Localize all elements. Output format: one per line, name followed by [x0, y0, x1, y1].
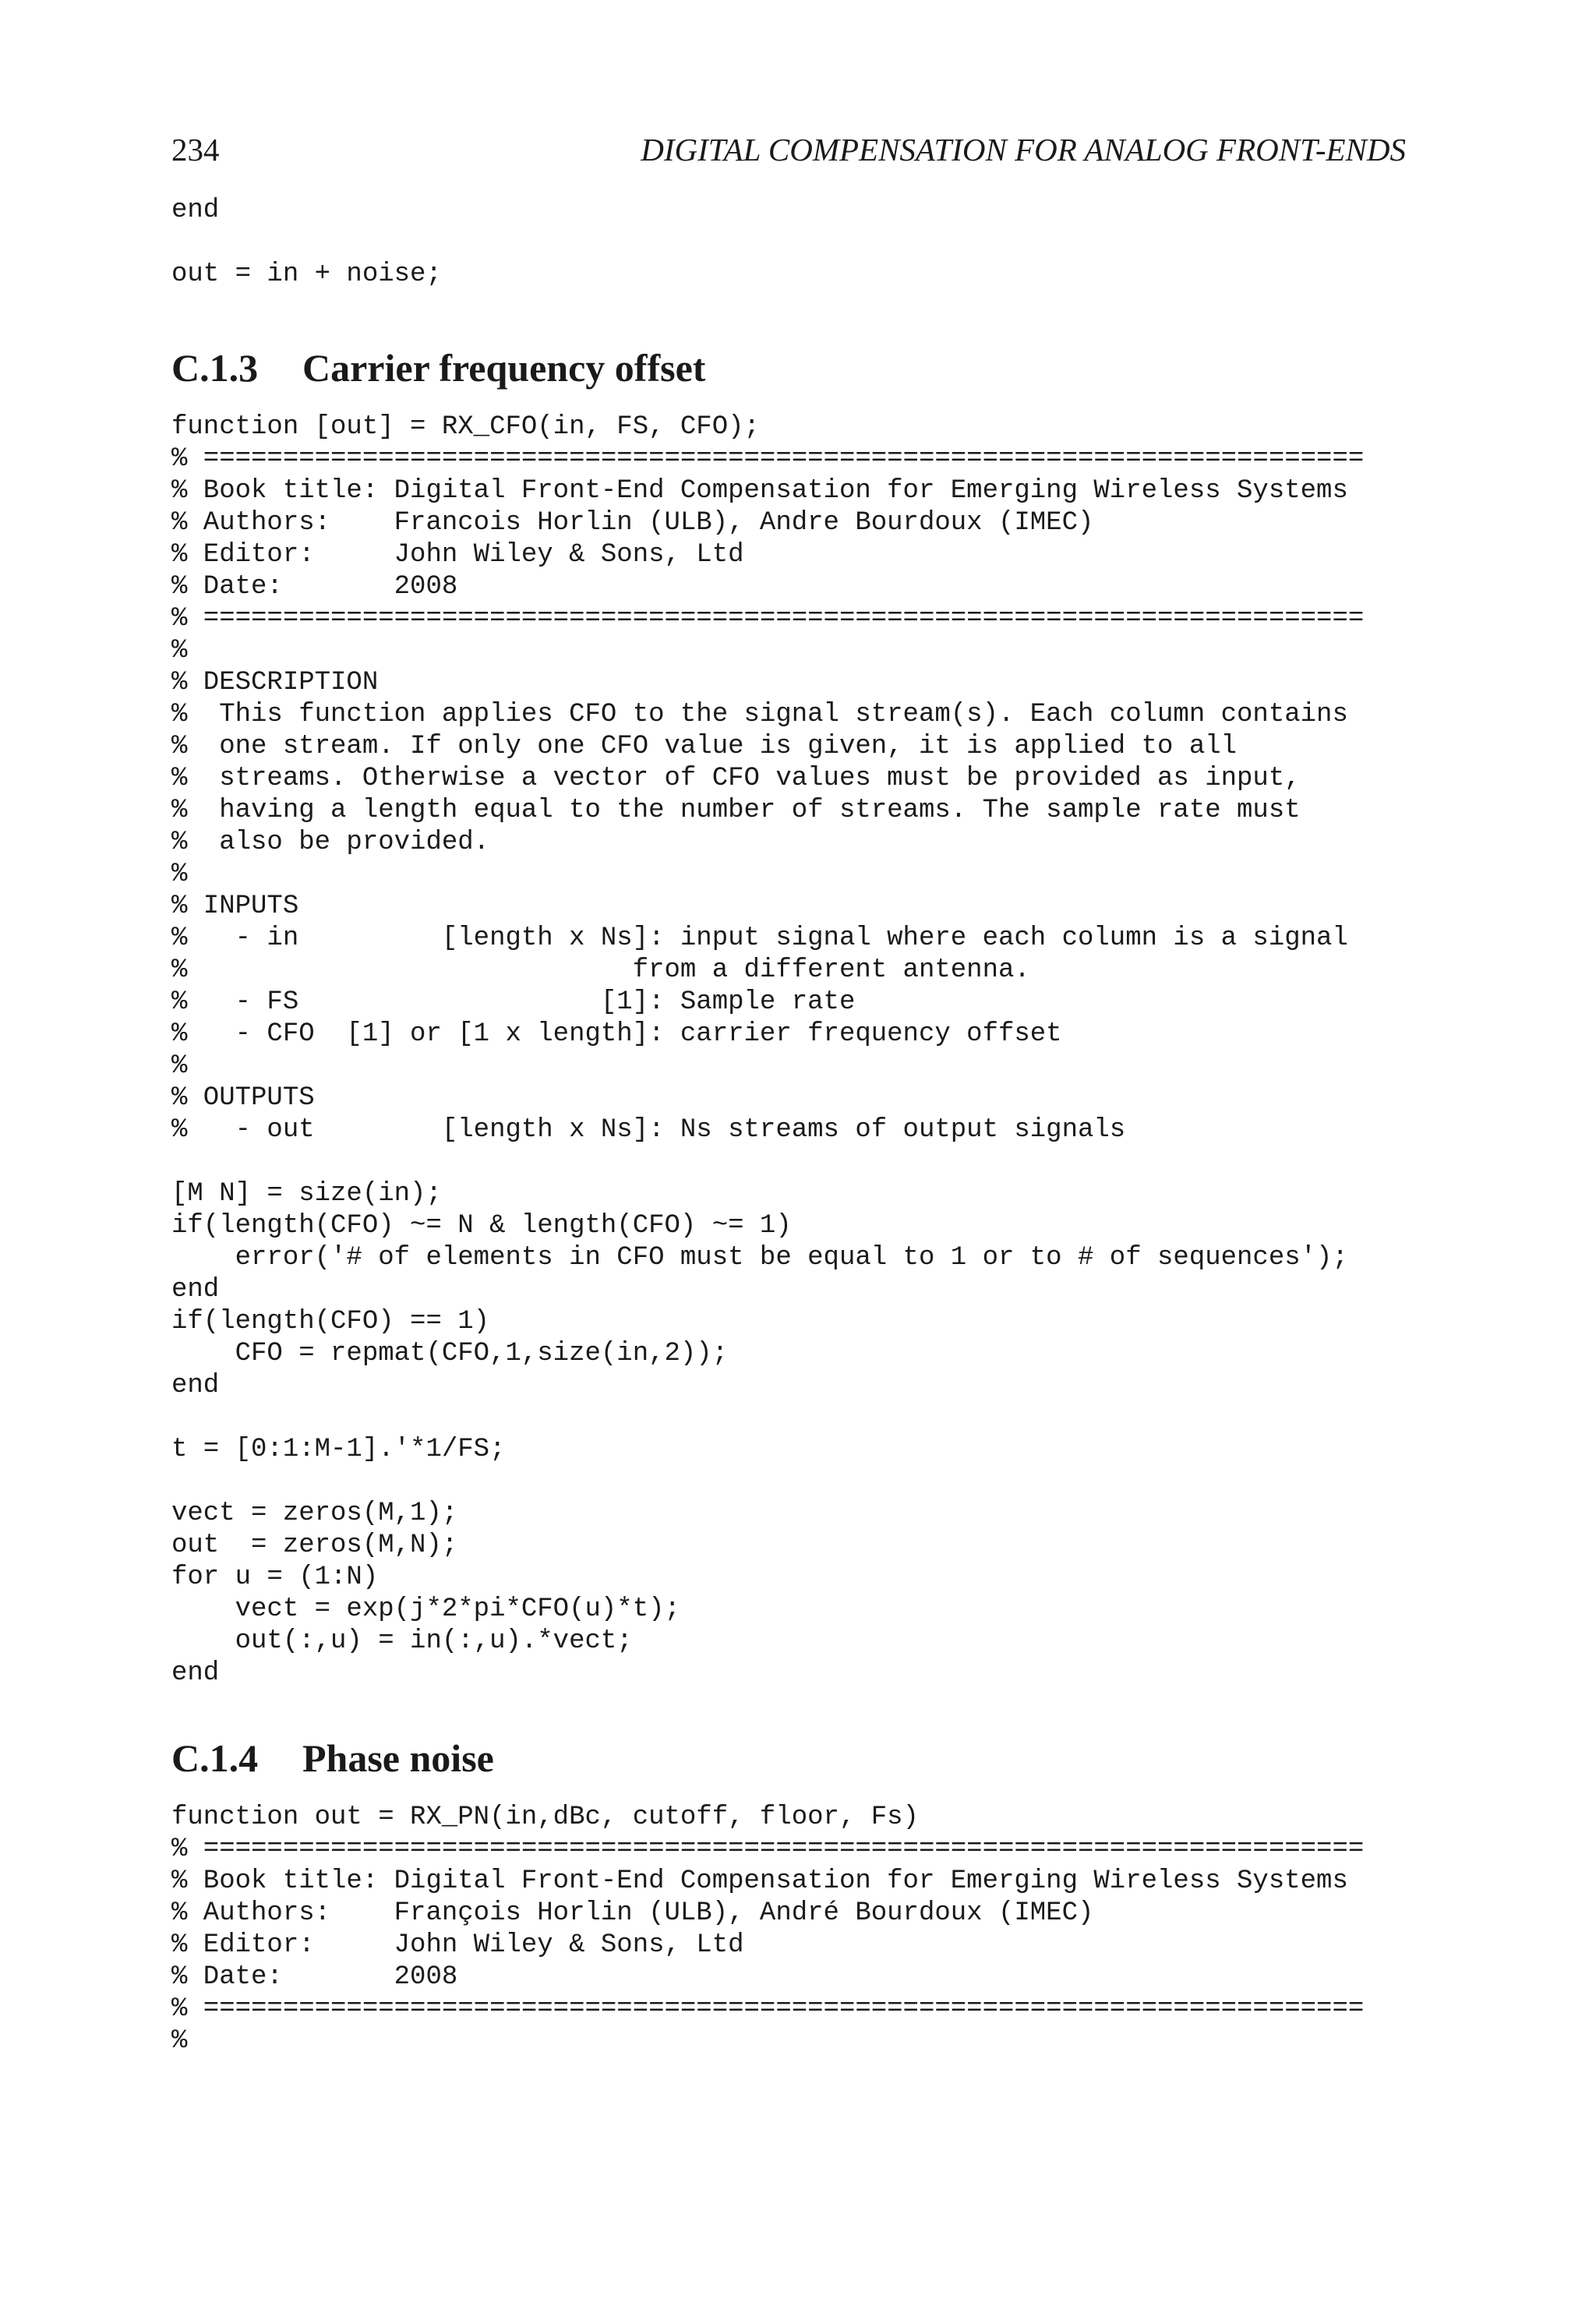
code-line: %	[171, 2026, 188, 2056]
running-title: DIGITAL COMPENSATION FOR ANALOG FRONT-ENDS	[641, 132, 1406, 168]
code-block-rx-cfo	[171, 411, 1364, 1690]
section-heading-carrier-frequency-offset	[171, 344, 705, 391]
code-line: % Date: 2008	[171, 1962, 458, 1992]
code-line: t = [0:1:M-1].'*1/FS;	[171, 1435, 506, 1464]
code-line: out(:,u) = in(:,u).*vect;	[171, 1626, 633, 1656]
code-line: [M N] = size(in);	[171, 1179, 442, 1209]
page-header	[171, 131, 1406, 170]
code-line: % Book title: Digital Front-End Compensation for Emerging Wireless Systems	[171, 1866, 1348, 1896]
section-title: Phase noise	[302, 1736, 494, 1780]
page-number: 234	[171, 132, 220, 168]
code-line: out = in + noise;	[171, 260, 442, 289]
code-line: % - FS [1]: Sample rate	[171, 987, 856, 1017]
code-line: % Editor: John Wiley & Sons, Ltd	[171, 540, 744, 570]
code-line: % Authors: Francois Horlin (ULB), Andre Bourdoux (IMEC)	[171, 508, 1094, 538]
code-line: % INPUTS	[171, 892, 299, 921]
code-line: % having a length equal to the number of streams. The sample rate must	[171, 796, 1301, 825]
code-line: % streams. Otherwise a vector of CFO values must be provided as input,	[171, 764, 1301, 793]
code-line: end	[171, 1371, 220, 1400]
code-line: vect = exp(j*2*pi*CFO(u)*t);	[171, 1594, 680, 1624]
code-line: % =========================================================================	[171, 1994, 1365, 2024]
code-line: % also be provided.	[171, 828, 490, 857]
code-line: end	[171, 1275, 220, 1305]
code-line: % - out [length x Ns]: Ns streams of output signals	[171, 1115, 1126, 1145]
code-line: vect = zeros(M,1);	[171, 1499, 458, 1528]
code-block-rx-pn	[171, 1802, 1364, 2057]
code-line: function out = RX_PN(in,dBc, cutoff, floor, Fs)	[171, 1803, 919, 1832]
section-title: Carrier frequency offset	[302, 346, 706, 390]
code-line: % Editor: John Wiley & Sons, Ltd	[171, 1930, 744, 1960]
code-line: % This function applies CFO to the signal stream(s). Each column contains	[171, 700, 1348, 729]
code-line: % - CFO [1] or [1 x length]: carrier frequency offset	[171, 1019, 1062, 1049]
section-heading-phase-noise	[171, 1735, 494, 1781]
code-line: % DESCRIPTION	[171, 668, 379, 697]
code-line: % - in [length x Ns]: input signal where each column is a signal	[171, 923, 1348, 953]
code-line: error('# of elements in CFO must be equal to 1 or to # of sequences');	[171, 1243, 1348, 1273]
code-block-continued	[171, 195, 442, 291]
code-line: if(length(CFO) == 1)	[171, 1307, 490, 1337]
code-line: % Book title: Digital Front-End Compensation for Emerging Wireless Systems	[171, 476, 1348, 506]
code-line: % one stream. If only one CFO value is given, it is applied to all	[171, 732, 1238, 761]
code-line: end	[171, 196, 220, 225]
code-line: out = zeros(M,N);	[171, 1531, 458, 1560]
code-line	[171, 1146, 1364, 1178]
code-line: % OUTPUTS	[171, 1083, 315, 1113]
section-number: C.1.3	[171, 346, 259, 390]
code-line: %	[171, 636, 188, 666]
code-line: for u = (1:N)	[171, 1563, 379, 1592]
code-line: % Date: 2008	[171, 572, 458, 602]
code-line: %	[171, 1051, 188, 1081]
code-line: CFO = repmat(CFO,1,size(in,2));	[171, 1339, 729, 1368]
code-line: if(length(CFO) ~= N & length(CFO) ~= 1)	[171, 1211, 792, 1241]
code-line: % =========================================================================	[171, 604, 1365, 634]
code-line	[171, 1466, 1364, 1498]
code-line: % Authors: François Horlin (ULB), André Bourdoux (IMEC)	[171, 1898, 1094, 1928]
code-line: % from a different antenna.	[171, 955, 1030, 985]
section-number: C.1.4	[171, 1736, 259, 1780]
code-line: % =========================================================================	[171, 444, 1365, 474]
code-line	[171, 1402, 1364, 1434]
code-line: %	[171, 860, 188, 889]
code-line: end	[171, 1658, 220, 1688]
code-line: function [out] = RX_CFO(in, FS, CFO);	[171, 412, 760, 442]
code-line: % =========================================================================	[171, 1834, 1365, 1864]
code-line	[171, 227, 442, 259]
